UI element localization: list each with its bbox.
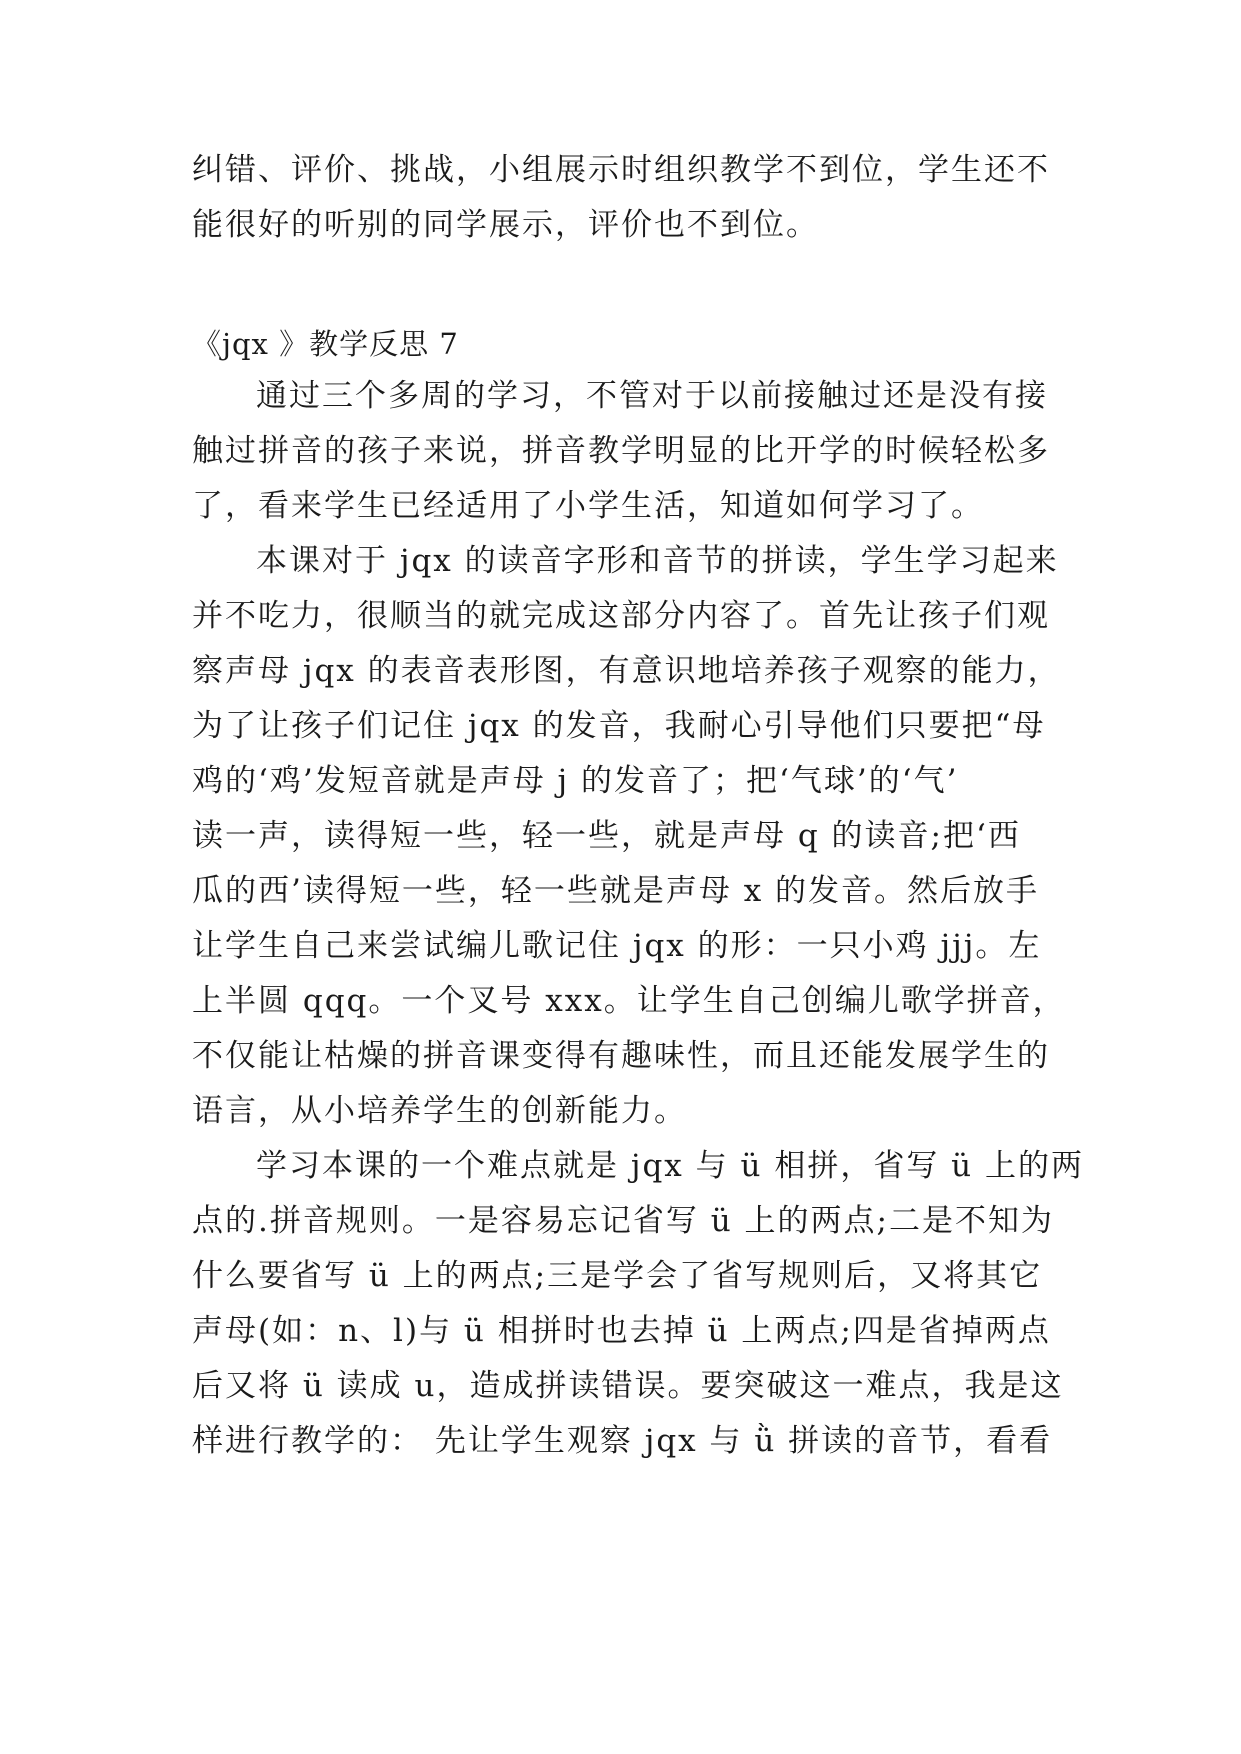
intro-line-2: 能很好的听别的同学展示，评价也不到位。	[192, 207, 819, 243]
paragraph-2-line-1: 本课对于 jqx 的读音字形和音节的拼读，学生学习起来	[256, 543, 1059, 579]
paragraph-3-line-6: 样进行教学的： 先让学生观察 jqx 与 ǜ 拼读的音节，看看	[192, 1423, 1053, 1459]
intro-line-1: 纠错、评价、挑战，小组展示时组织教学不到位，学生还不	[192, 152, 1050, 188]
paragraph-2-line-7: 瓜的西’读得短一些，轻一些就是声母 x 的发音。然后放手	[192, 873, 1040, 909]
paragraph-3-line-1: 学习本课的一个难点就是 jqx 与 ü 相拼，省写 ü 上的两	[256, 1148, 1084, 1184]
paragraph-1-line-3: 了，看来学生已经适用了小学生活，知道如何学习了。	[192, 488, 984, 524]
paragraph-2-line-2: 并不吃力，很顺当的就完成这部分内容了。首先让孩子们观	[192, 598, 1050, 634]
paragraph-2-line-4: 为了让孩子们记住 jqx 的发音，我耐心引导他们只要把“母	[192, 708, 1046, 744]
paragraph-3-line-3: 什么要省写 ü 上的两点;三是学会了省写规则后，又将其它	[192, 1258, 1043, 1294]
paragraph-2-line-10: 不仅能让枯燥的拼音课变得有趣味性，而且还能发展学生的	[192, 1038, 1050, 1074]
paragraph-2-line-6: 读一声，读得短一些，轻一些，就是声母 q 的读音;把‘西	[192, 818, 1021, 854]
paragraph-2-line-9: 上半圆 qqq。一个叉号 xxx。让学生自己创编儿歌学拼音，	[192, 983, 1066, 1019]
paragraph-2-line-8: 让学生自己来尝试编儿歌记住 jqx 的形：一只小鸡 jjj。左	[192, 928, 1042, 964]
paragraph-2-line-11: 语言，从小培养学生的创新能力。	[192, 1093, 687, 1129]
paragraph-3-line-5: 后又将 ü 读成 u，造成拼读错误。要突破这一难点，我是这	[192, 1368, 1064, 1404]
paragraph-3-line-4: 声母(如：n、l)与 ü 相拼时也去掉 ü 上两点;四是省掉两点	[192, 1313, 1051, 1349]
paragraph-1-line-2: 触过拼音的孩子来说，拼音教学明显的比开学的时候轻松多	[192, 433, 1050, 469]
paragraph-2-line-5: 鸡的‘鸡’发短音就是声母 j 的发音了；把‘气球’的‘气’	[192, 763, 959, 799]
section-title: 《jqx 》教学反思 7	[192, 327, 459, 361]
paragraph-3-line-2: 点的.拼音规则。一是容易忘记省写 ü 上的两点;二是不知为	[192, 1203, 1054, 1239]
paragraph-2-line-3: 察声母 jqx 的表音表形图，有意识地培养孩子观察的能力，	[192, 653, 1061, 689]
paragraph-1-line-1: 通过三个多周的学习，不管对于以前接触过还是没有接	[256, 378, 1048, 414]
